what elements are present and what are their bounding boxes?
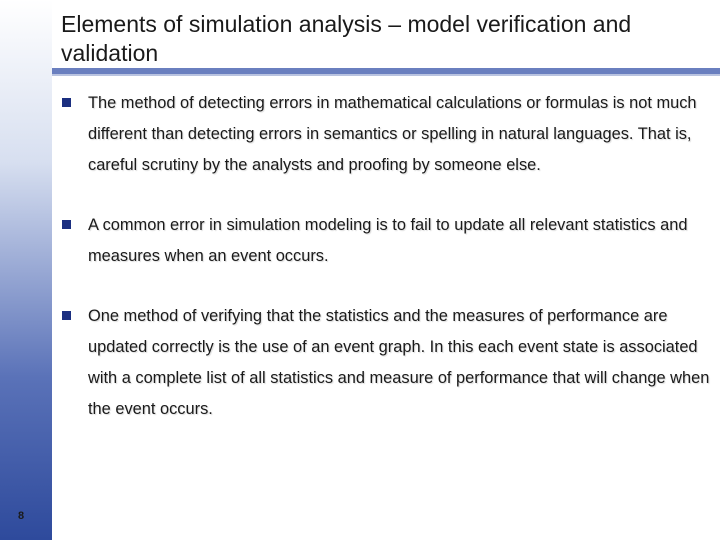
bullet-text: A common error in simulation modeling is to fail to update all relevant statistics and measures when an event occurs. [88, 216, 688, 265]
bullet-item [62, 301, 712, 425]
bullet-text: One method of verifying that the statistics and the measures of performance are updated correctly is the use of an event graph. In this each event state is associated with a complete list of all statistics and measure of performance that will change when the event occurs. [88, 307, 710, 418]
bullet-list [62, 88, 712, 454]
sidebar-gradient [0, 0, 52, 540]
page-number: 8 [18, 510, 25, 522]
square-bullet-icon [62, 311, 71, 320]
slide-title: Elements of simulation analysis – model verification and validation [61, 11, 632, 66]
bullet-item [62, 88, 712, 181]
bullet-text: The method of detecting errors in mathematical calculations or formulas is not much different than detecting errors in semantics or spelling in natural languages. That is, careful scrutiny by the analysts and proofing by someone else. [88, 94, 697, 174]
square-bullet-icon [62, 98, 71, 107]
square-bullet-icon [62, 220, 71, 229]
title-underline-shadow [52, 74, 720, 76]
bullet-item [62, 210, 712, 272]
